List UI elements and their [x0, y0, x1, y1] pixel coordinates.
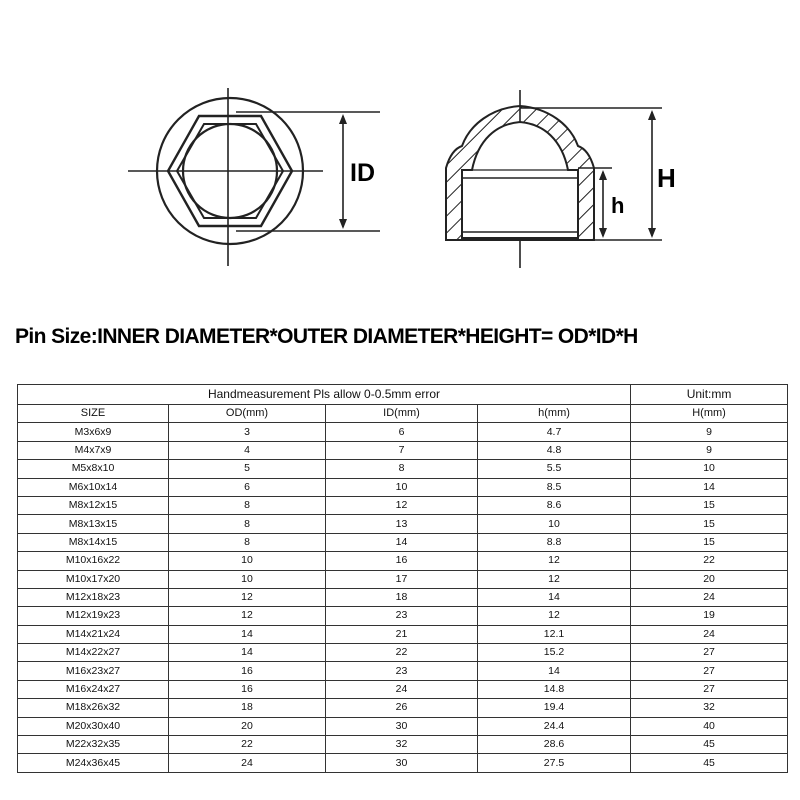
cell-h-inner: 14.8	[478, 680, 631, 698]
cell-h-inner: 14	[478, 588, 631, 606]
table-note: Handmeasurement Pls allow 0-0.5mm error	[18, 385, 631, 405]
cell-od: 18	[169, 699, 326, 717]
cell-h-total: 9	[631, 423, 788, 441]
cell-size: M16x24x27	[18, 680, 169, 698]
cell-od: 6	[169, 478, 326, 496]
cell-od: 14	[169, 625, 326, 643]
cell-h-total: 27	[631, 662, 788, 680]
cell-size: M16x23x27	[18, 662, 169, 680]
cell-h-total: 45	[631, 754, 788, 772]
section-view	[446, 90, 676, 268]
table-body	[18, 423, 788, 772]
cell-id: 13	[326, 515, 478, 533]
column-header-id: ID(mm)	[326, 405, 478, 423]
cell-h-inner: 12	[478, 552, 631, 570]
cell-id: 14	[326, 533, 478, 551]
cell-size: M10x16x22	[18, 552, 169, 570]
cell-id: 18	[326, 588, 478, 606]
cell-h-inner: 27.5	[478, 754, 631, 772]
table-row	[18, 607, 788, 625]
table-row	[18, 460, 788, 478]
table-row	[18, 478, 788, 496]
table-unit: Unit:mm	[631, 385, 788, 405]
cell-od: 16	[169, 680, 326, 698]
cell-h-inner: 15.2	[478, 644, 631, 662]
table-row	[18, 662, 788, 680]
cell-h-total: 45	[631, 736, 788, 754]
table-row	[18, 625, 788, 643]
cell-h-inner: 4.7	[478, 423, 631, 441]
pin-size-heading: Pin Size:INNER DIAMETER*OUTER DIAMETER*HEIGHT= OD*ID*H	[15, 325, 638, 348]
table-row	[18, 736, 788, 754]
cell-h-total: 15	[631, 533, 788, 551]
cell-h-inner: 12	[478, 570, 631, 588]
cell-od: 8	[169, 533, 326, 551]
column-header-od: OD(mm)	[169, 405, 326, 423]
cell-h-total: 20	[631, 570, 788, 588]
cell-id: 23	[326, 607, 478, 625]
table-row	[18, 552, 788, 570]
cell-id: 17	[326, 570, 478, 588]
cell-od: 16	[169, 662, 326, 680]
cell-h-total: 19	[631, 607, 788, 625]
cap-nut-diagram	[0, 0, 800, 290]
cell-od: 20	[169, 717, 326, 735]
cell-h-inner: 12.1	[478, 625, 631, 643]
cell-od: 10	[169, 552, 326, 570]
cell-h-inner: 28.6	[478, 736, 631, 754]
cell-id: 21	[326, 625, 478, 643]
table-row	[18, 441, 788, 459]
table-row	[18, 496, 788, 514]
cell-h-total: 40	[631, 717, 788, 735]
cell-od: 4	[169, 441, 326, 459]
cell-id: 12	[326, 496, 478, 514]
cell-id: 32	[326, 736, 478, 754]
table-row	[18, 515, 788, 533]
cell-size: M20x30x40	[18, 717, 169, 735]
cell-h-total: 10	[631, 460, 788, 478]
cell-h-inner: 8.8	[478, 533, 631, 551]
cell-h-total: 15	[631, 515, 788, 533]
cell-size: M24x36x45	[18, 754, 169, 772]
cell-od: 8	[169, 515, 326, 533]
cell-h-total: 24	[631, 588, 788, 606]
cell-h-total: 9	[631, 441, 788, 459]
cell-od: 22	[169, 736, 326, 754]
cell-od: 8	[169, 496, 326, 514]
cell-size: M14x21x24	[18, 625, 169, 643]
cell-size: M12x19x23	[18, 607, 169, 625]
height-dimension-label: H	[657, 163, 676, 193]
cell-id: 30	[326, 754, 478, 772]
table-row	[18, 533, 788, 551]
cell-h-inner: 8.5	[478, 478, 631, 496]
cell-size: M18x26x32	[18, 699, 169, 717]
cell-h-total: 32	[631, 699, 788, 717]
cell-od: 12	[169, 607, 326, 625]
cell-id: 7	[326, 441, 478, 459]
cell-h-total: 27	[631, 644, 788, 662]
cell-id: 10	[326, 478, 478, 496]
cell-od: 3	[169, 423, 326, 441]
cell-h-total: 27	[631, 680, 788, 698]
cell-h-inner: 14	[478, 662, 631, 680]
cell-id: 23	[326, 662, 478, 680]
cell-h-total: 24	[631, 625, 788, 643]
table-row	[18, 754, 788, 772]
table-row	[18, 423, 788, 441]
inner-height-dimension-label: h	[611, 193, 625, 218]
column-header-h-inner: h(mm)	[478, 405, 631, 423]
cell-id: 8	[326, 460, 478, 478]
cell-od: 5	[169, 460, 326, 478]
table-row	[18, 570, 788, 588]
cell-h-inner: 12	[478, 607, 631, 625]
cell-id: 24	[326, 680, 478, 698]
cell-id: 30	[326, 717, 478, 735]
cell-size: M12x18x23	[18, 588, 169, 606]
column-header-size: SIZE	[18, 405, 169, 423]
cell-h-total: 15	[631, 496, 788, 514]
cell-id: 26	[326, 699, 478, 717]
table-row	[18, 680, 788, 698]
cell-h-total: 22	[631, 552, 788, 570]
table-row	[18, 699, 788, 717]
column-header-h-total: H(mm)	[631, 405, 788, 423]
cell-od: 14	[169, 644, 326, 662]
cell-size: M8x13x15	[18, 515, 169, 533]
cell-size: M14x22x27	[18, 644, 169, 662]
cell-size: M22x32x35	[18, 736, 169, 754]
cell-size: M5x8x10	[18, 460, 169, 478]
cell-h-inner: 5.5	[478, 460, 631, 478]
size-spec-table	[17, 384, 788, 773]
cell-h-inner: 4.8	[478, 441, 631, 459]
top-view	[128, 88, 380, 266]
cell-size: M10x17x20	[18, 570, 169, 588]
id-dimension-label: ID	[350, 159, 375, 187]
cell-h-inner: 8.6	[478, 496, 631, 514]
cell-od: 24	[169, 754, 326, 772]
cell-id: 22	[326, 644, 478, 662]
cell-h-inner: 10	[478, 515, 631, 533]
cell-h-inner: 24.4	[478, 717, 631, 735]
table-row	[18, 644, 788, 662]
cell-size: M8x12x15	[18, 496, 169, 514]
cell-h-inner: 19.4	[478, 699, 631, 717]
cell-id: 6	[326, 423, 478, 441]
table-row	[18, 588, 788, 606]
cell-od: 10	[169, 570, 326, 588]
cell-h-total: 14	[631, 478, 788, 496]
table-row	[18, 717, 788, 735]
cell-size: M6x10x14	[18, 478, 169, 496]
cell-size: M8x14x15	[18, 533, 169, 551]
cell-size: M4x7x9	[18, 441, 169, 459]
cell-id: 16	[326, 552, 478, 570]
cell-od: 12	[169, 588, 326, 606]
cell-size: M3x6x9	[18, 423, 169, 441]
